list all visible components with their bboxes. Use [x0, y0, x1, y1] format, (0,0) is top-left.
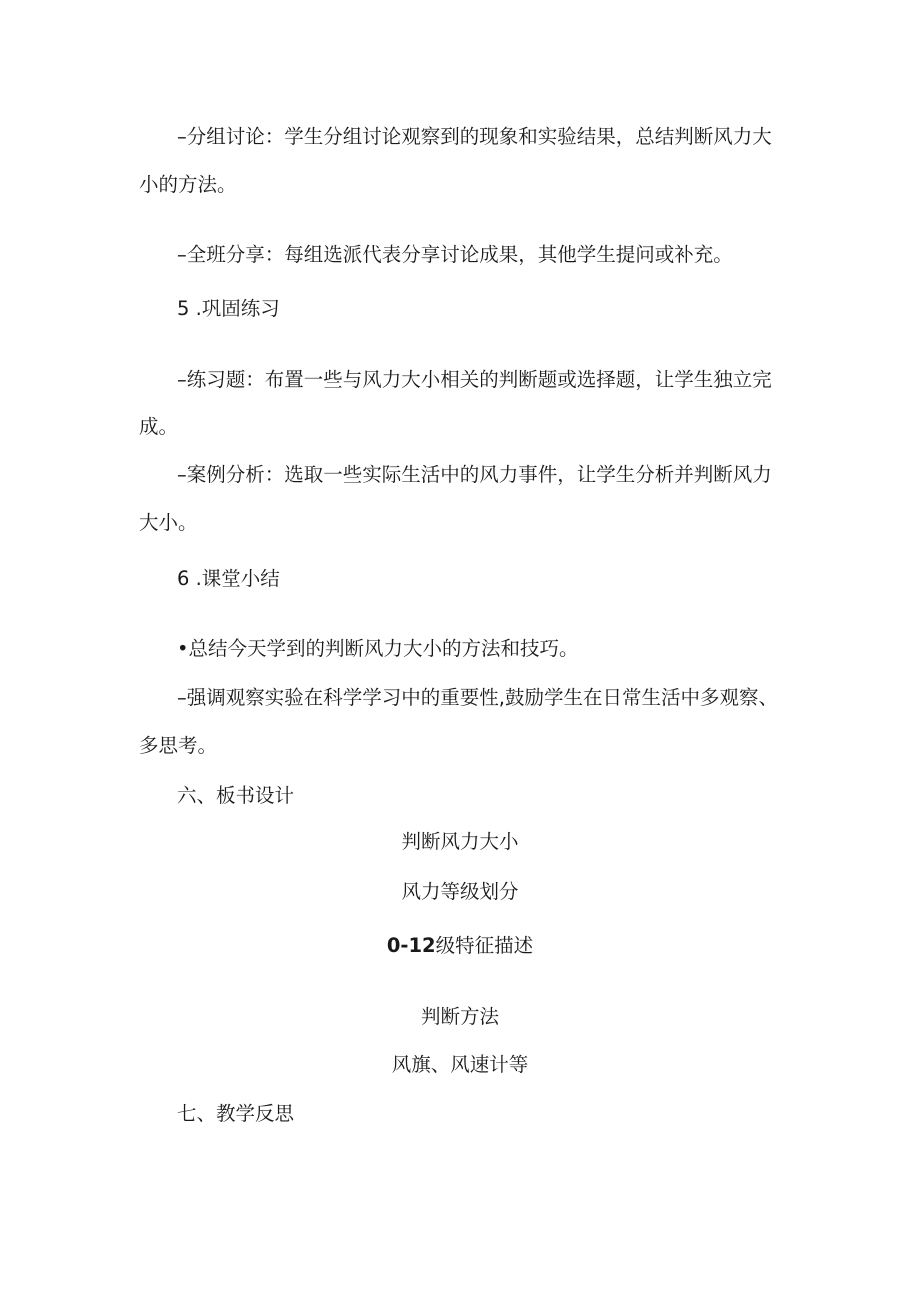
paragraph-emphasis-cont: 多思考。 [139, 734, 218, 757]
paragraph-case-analysis: –案例分析：选取一些实际生活中的风力事件，让学生分析并判断风力 [177, 463, 772, 486]
section-6-heading: 6 .课堂小结 [177, 567, 280, 590]
section-board-design-heading: 六、板书设计 [177, 784, 295, 807]
section-reflection-heading: 七、教学反思 [177, 1102, 295, 1125]
paragraph-summary: •总结今天学到的判断风力大小的方法和技巧。 [177, 637, 579, 660]
paragraph-case-analysis-cont: 大小。 [139, 511, 198, 534]
board-title: 判断风力大小 [401, 830, 519, 853]
paragraph-group-discussion-cont: 小的方法。 [139, 173, 237, 196]
board-grade-range: 0-12 [386, 934, 436, 957]
board-wind-grade: 风力等级划分 [401, 880, 519, 903]
paragraph-group-discussion: –分组讨论：学生分组讨论观察到的现象和实验结果，总结判断风力大 [177, 125, 772, 148]
board-grade-desc-text: 级特征描述 [435, 934, 534, 957]
board-grade-description [0, 933, 920, 959]
section-5-heading: 5 .巩固练习 [177, 297, 280, 320]
paragraph-class-share: –全班分享：每组选派代表分享讨论成果，其他学生提问或补充。 [177, 243, 733, 266]
board-method: 判断方法 [420, 1005, 499, 1028]
paragraph-exercise: –练习题：布置一些与风力大小相关的判断题或选择题，让学生独立完 [177, 368, 772, 391]
paragraph-emphasis: –强调观察实验在科学学习中的重要性,鼓励学生在日常生活中多观察、 [177, 686, 778, 709]
paragraph-exercise-cont: 成。 [139, 415, 179, 438]
board-tools: 风旗、风速计等 [391, 1053, 529, 1076]
